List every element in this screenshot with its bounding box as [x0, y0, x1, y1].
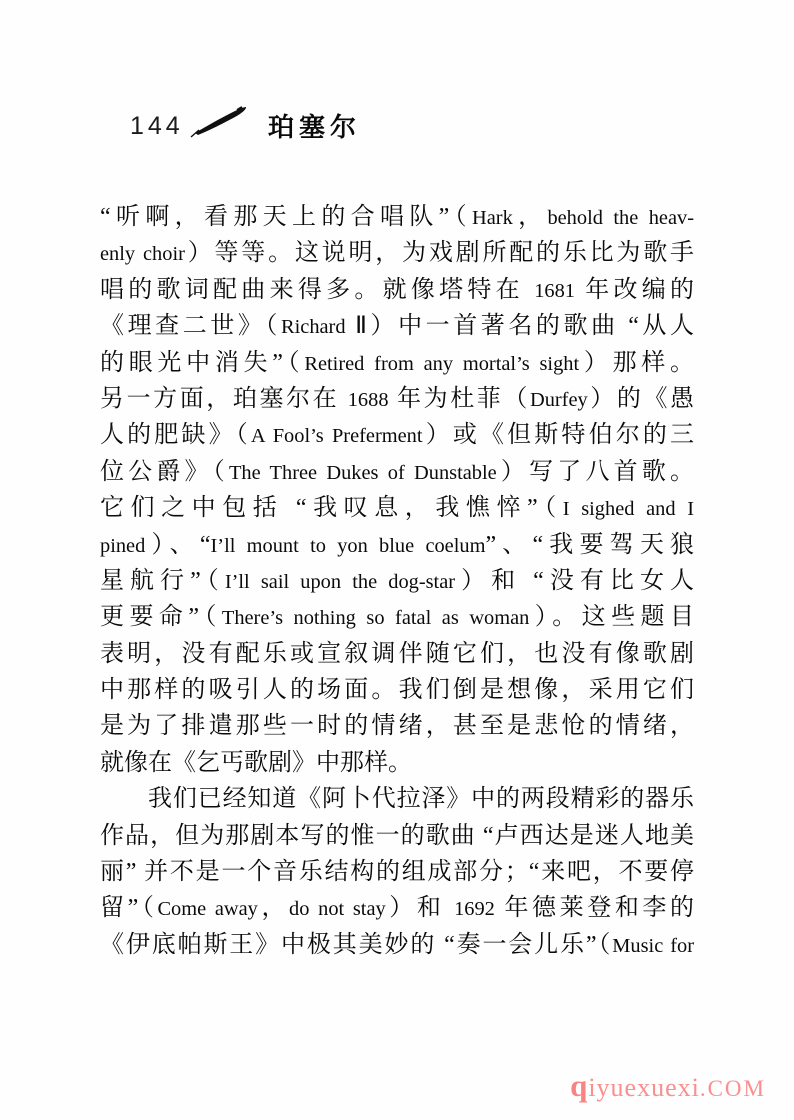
text-line: 《伊底帕斯王》中极其美妙的 “奏一会儿乐”（Music for [100, 931, 694, 958]
watermark-name: iyuexuexi [588, 1073, 700, 1102]
chapter-title: 珀塞尔 [268, 112, 362, 142]
text-line: 《理查二世》（Richard Ⅱ）中一首著名的歌曲 “从人 [100, 313, 694, 340]
text-line: 中那样的吸引人的场面。我们倒是想像，采用它们 [100, 677, 694, 704]
watermark-initial: q [570, 1068, 589, 1103]
text-line: 我们已经知道《阿卜代拉泽》中的两段精彩的器乐 [148, 786, 694, 813]
text-line: “听啊，看那天上的合唱队”（Hark，behold the heav- [100, 204, 694, 230]
text-line: 表明，没有配乐或宣叙调伴随它们，也没有像歌剧 [100, 640, 694, 667]
text-line: 是为了排遣那些一时的情绪，甚至是悲怆的情绪， [100, 713, 694, 740]
watermark [570, 1068, 766, 1104]
text-line: 星航行”（I’ll sail upon the dog-star）和 “没有比女人 [100, 567, 694, 594]
text-line: 更要命”（There’s nothing so fatal as woman）。这些题目 [100, 604, 694, 631]
text-line: 它们之中包括 “我叹息，我憔悴”（I sighed and I [100, 495, 694, 522]
text-line: 人的肥缺》（A Fool’s Preferment）或《但斯特伯尔的三 [100, 422, 694, 449]
text-line: 丽” 并不是一个音乐结构的组成部分；“来吧，不要停 [100, 859, 694, 886]
text-line: 唱的歌词配曲来得多。就像塔特在 1681 年改编的 [100, 276, 694, 303]
text-line: enly choir）等等。这说明，为戏剧所配的乐比为歌手 [100, 240, 694, 267]
text-line: 的眼光中消失”（Retired from any mortal’s sight）那样。 [100, 349, 694, 376]
text-line: 位公爵》（The Three Dukes of Dunstable）写了八首歌。 [100, 458, 694, 485]
page-number: 144 [130, 112, 184, 140]
text-line: 留”（Come away，do not stay）和 1692 年德莱登和李的 [100, 895, 694, 922]
watermark-suffix: .COM [699, 1076, 766, 1101]
text-line: pined）、“I’ll mount to yon blue coelum”、“我要驾天狼 [100, 531, 694, 558]
text-line: 作品，但为那剧本写的惟一的歌曲 “卢西达是迷人地美 [100, 822, 694, 849]
text-line: 另一方面，珀塞尔在 1688 年为杜菲（Durfey）的《愚 [100, 385, 694, 412]
brush-stroke-icon [190, 106, 248, 138]
text-line: 就像在《乞丐歌剧》中那样。 [100, 749, 412, 776]
body-text [100, 199, 694, 963]
